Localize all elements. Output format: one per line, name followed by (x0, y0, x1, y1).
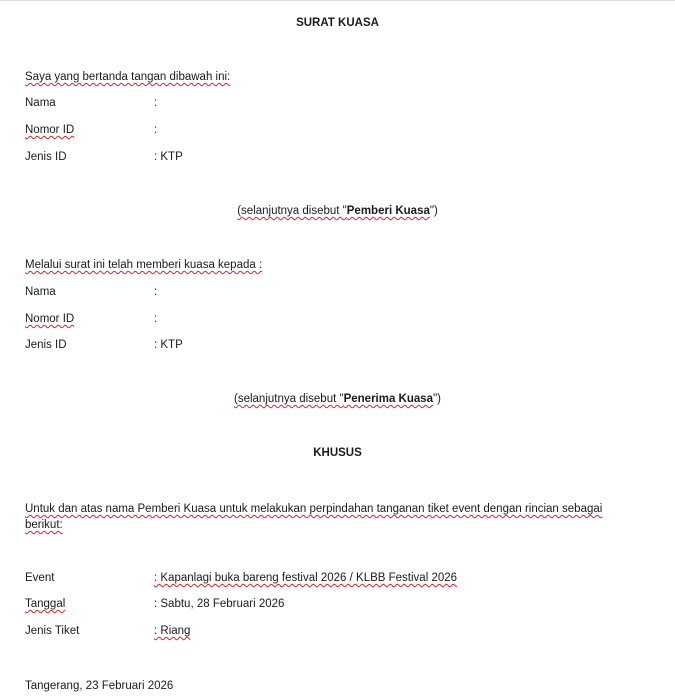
receiver-idtype-row (25, 339, 645, 355)
purpose-paragraph: Untuk dan atas nama Pemberi Kuasa untuk melakukan perpindahan tanganan tiket event dengan rincian sebagai berikut: (25, 503, 603, 531)
giver-id-value: : (154, 124, 158, 136)
receiver-name-row (25, 286, 645, 302)
receiver-designation (0, 393, 675, 405)
event-label: Event (25, 572, 55, 584)
receiver-name-label: Nama (25, 286, 56, 298)
giver-name-label: Nama (25, 97, 56, 109)
giver-id-label: Nomor ID (25, 124, 75, 136)
transfer-intro-text: Melalui surat ini telah memberi kuasa kepada : (25, 259, 263, 271)
giver-name-row (25, 97, 645, 113)
ticket-row (25, 625, 645, 641)
giver-idtype-row (25, 151, 645, 167)
date-row (25, 598, 645, 614)
receiver-designation-suffix: ") (433, 393, 441, 405)
ticket-value: : Riang (154, 625, 191, 637)
document-title: SURAT KUASA (296, 17, 379, 29)
giver-idtype-label: Jenis ID (25, 151, 67, 163)
date-label: Tanggal (25, 598, 66, 610)
giver-designation (0, 205, 675, 217)
giver-idtype-value: : KTP (154, 151, 183, 163)
date-value: : Sabtu, 28 Februari 2026 (154, 598, 285, 610)
receiver-id-row (25, 313, 645, 329)
receiver-designation-prefix: (selanjutnya disebut " (234, 393, 344, 405)
receiver-designation-term: Penerima Kuasa (343, 393, 434, 405)
giver-designation-suffix: ") (429, 205, 438, 217)
receiver-id-value: : (154, 313, 158, 325)
section-heading: KHUSUS (313, 447, 362, 459)
receiver-idtype-value: : KTP (154, 339, 183, 351)
giver-id-row (25, 124, 645, 140)
giver-designation-prefix: (selanjutnya disebut " (237, 205, 347, 217)
ticket-label: Jenis Tiket (25, 625, 80, 637)
giver-designation-term: Pemberi Kuasa (346, 205, 430, 217)
place-date: Tangerang, 23 Februari 2026 (25, 680, 174, 692)
receiver-id-label: Nomor ID (25, 313, 75, 325)
intro-text: Saya yang bertanda tangan dibawah ini: (25, 71, 231, 83)
receiver-name-value: : (154, 286, 158, 298)
receiver-idtype-label: Jenis ID (25, 339, 67, 351)
event-row (25, 572, 645, 588)
giver-name-value: : (154, 97, 158, 109)
event-value: : Kapanlagi buka bareng festival 2026 / KLBB Festival 2026 (154, 572, 458, 584)
